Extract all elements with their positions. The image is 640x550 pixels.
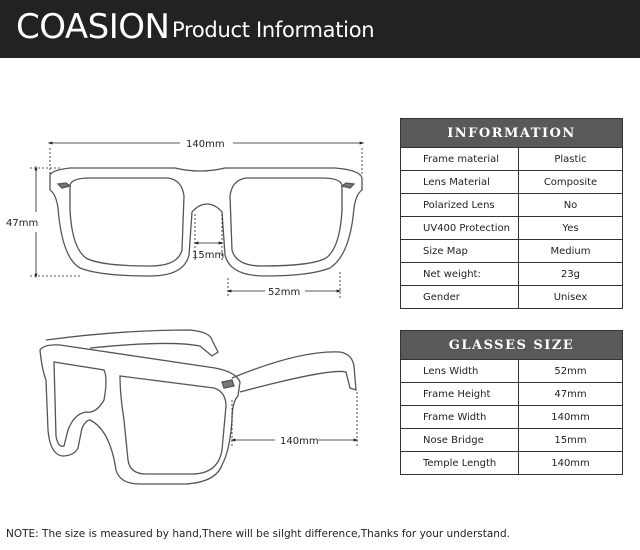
table-row xyxy=(401,429,623,452)
row-value: 23g xyxy=(519,263,623,286)
table-row xyxy=(401,286,623,309)
row-value: Plastic xyxy=(519,148,623,171)
glasses-size-table-title: GLASSES SIZE xyxy=(401,331,623,360)
row-label: Gender xyxy=(401,286,519,309)
row-label: Frame material xyxy=(401,148,519,171)
row-label: Lens Width xyxy=(401,360,519,383)
frame-width-label: 140mm xyxy=(186,139,225,150)
frame-height-label: 47mm xyxy=(6,218,39,229)
table-row xyxy=(401,263,623,286)
front-dimensions xyxy=(30,143,362,298)
measurement-note: NOTE: The size is measured by hand,There will be silght difference,Thanks for your understand. xyxy=(6,528,510,540)
table-row xyxy=(401,406,623,429)
row-value: 15mm xyxy=(519,429,623,452)
information-table-title: INFORMATION xyxy=(401,119,623,148)
row-label: Size Map xyxy=(401,240,519,263)
row-label: Nose Bridge xyxy=(401,429,519,452)
row-value: 140mm xyxy=(519,406,623,429)
table-row xyxy=(401,452,623,475)
row-label: Temple Length xyxy=(401,452,519,475)
header-bar xyxy=(0,0,640,58)
row-label: Lens Material xyxy=(401,171,519,194)
bridge-label: 15mm xyxy=(192,250,225,261)
table-row xyxy=(401,148,623,171)
row-value: Unisex xyxy=(519,286,623,309)
row-value: Composite xyxy=(519,171,623,194)
table-row xyxy=(401,383,623,406)
perspective-view-glasses xyxy=(40,330,356,484)
row-label: Polarized Lens xyxy=(401,194,519,217)
row-value: 47mm xyxy=(519,383,623,406)
table-row xyxy=(401,217,623,240)
row-value: Medium xyxy=(519,240,623,263)
row-value: Yes xyxy=(519,217,623,240)
row-label: Net weight: xyxy=(401,263,519,286)
glasses-diagram xyxy=(0,58,400,518)
information-table xyxy=(400,118,623,309)
lens-width-label: 52mm xyxy=(268,287,301,298)
row-label: Frame Height xyxy=(401,383,519,406)
row-label: Frame Width xyxy=(401,406,519,429)
header-subtitle: Product Information xyxy=(172,18,375,42)
row-value: 52mm xyxy=(519,360,623,383)
row-value: No xyxy=(519,194,623,217)
row-label: UV400 Protection xyxy=(401,217,519,240)
table-row xyxy=(401,240,623,263)
brand-name: COASION xyxy=(16,7,170,47)
table-row xyxy=(401,360,623,383)
table-row xyxy=(401,194,623,217)
row-value: 140mm xyxy=(519,452,623,475)
temple-length-label: 140mm xyxy=(280,436,319,447)
table-row xyxy=(401,171,623,194)
glasses-size-table xyxy=(400,330,623,475)
